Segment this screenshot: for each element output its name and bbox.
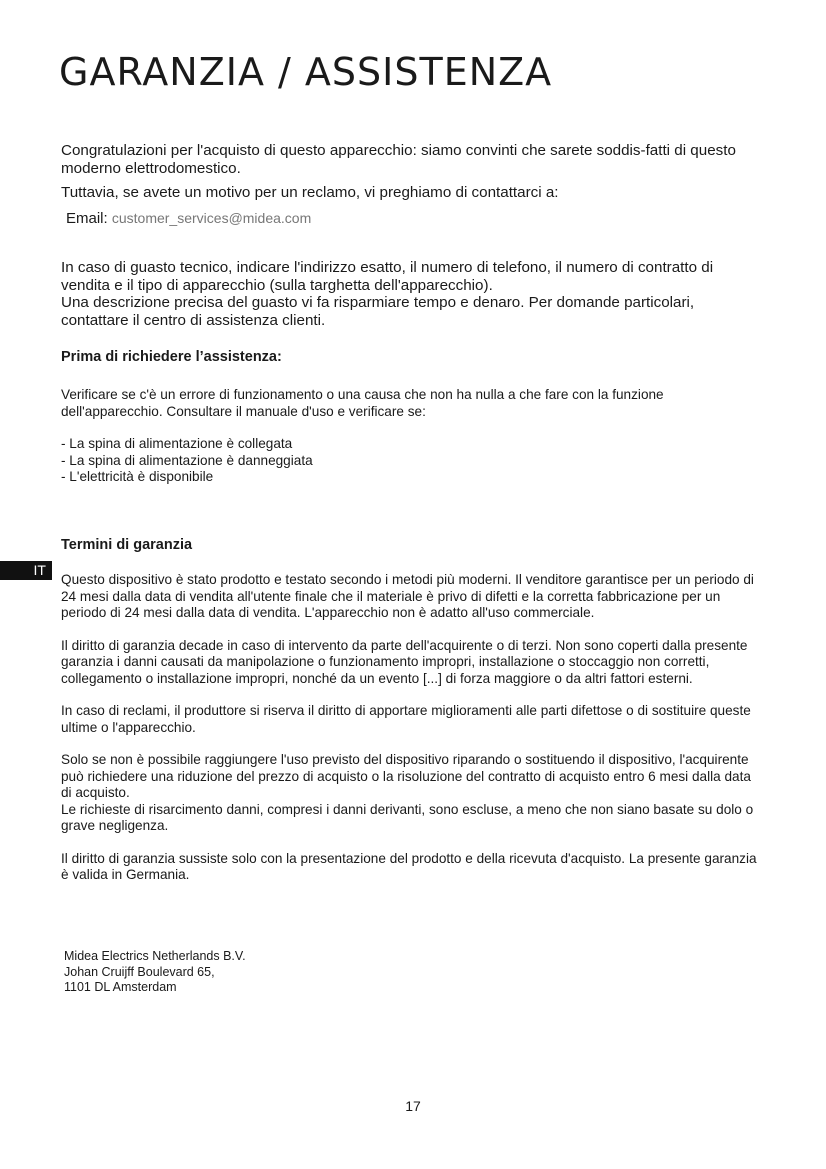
warranty-paragraph: Questo dispositivo è stato prodotto e testato secondo i metodi più moderni. Il venditore garantisce per un periodo di 24 mesi dalla data di vendita all'utente finale che il materiale è privo di difetti e la corretta fabbricazione per un periodo di 24 mesi dalla data di vendita. L'apparecchio non è adatto all'uso commerciale.: [61, 572, 754, 620]
warranty-heading: Termini di garanzia: [61, 537, 193, 553]
address-line: Johan Cruijff Boulevard 65,: [64, 964, 215, 979]
warranty-paragraph: Il diritto di garanzia decade in caso di intervento da parte dell'acquirente o di terzi. Non sono coperti dalla presente garanzia i danni causati da manipolazione o funzionamento impropri, installazione o stoccaggio non corretti, collegamento o installazione impropri, nonché da un evento [...] di forza maggiore o da altri fattori esterni.: [61, 637, 748, 686]
email-label: Email:: [66, 210, 108, 227]
before-service-section: [61, 387, 761, 486]
check-item: - La spina di alimentazione è collegata: [61, 436, 293, 451]
warranty-section: [61, 572, 761, 900]
warranty-paragraph: Solo se non è possibile raggiungere l'uso previsto del dispositivo riparando o sostituendo il dispositivo, l'acquirente può richiedere una riduzione del prezzo di acquisto o la risoluzione del contratto di acquisto entro 6 mesi dalla data di acquisto.: [61, 752, 751, 800]
intro-section: [61, 142, 761, 208]
repair-info-section: [61, 259, 761, 329]
address-line: 1101 DL Amsterdam: [64, 980, 177, 994]
company-address: [64, 949, 246, 996]
check-item: - La spina di alimentazione è danneggiata: [61, 452, 313, 468]
before-service-intro: Verificare se c'è un errore di funzionamento o una causa che non ha nulla a che fare con la funzione dell'apparecchio. Consultare il manuale d'uso e verificare se:: [61, 387, 664, 419]
before-service-heading: Prima di richiedere l’assistenza:: [61, 349, 282, 365]
repair-description-paragraph: Una descrizione precisa del guasto vi fa risparmiare tempo e denaro. Per domande particolari, contattare il centro di assistenza clienti.: [61, 294, 695, 329]
email-line: [66, 210, 311, 227]
repair-paragraph: In caso di guasto tecnico, indicare l'indirizzo esatto, il numero di telefono, il numero di contratto di vendita e il tipo di apparecchio (sulla targhetta dell'apparecchio).: [61, 259, 714, 294]
language-tab: IT: [0, 561, 52, 580]
email-address[interactable]: customer_services@midea.com: [111, 210, 312, 226]
warranty-paragraph: Le richieste di risarcimento danni, compresi i danni derivanti, sono escluse, a meno che non siano basate su dolo o grave negligenza.: [61, 801, 754, 833]
warranty-paragraph: Il diritto di garanzia sussiste solo con la presentazione del prodotto e della ricevuta d'acquisto. La presente garanzia è valida in Germania.: [61, 850, 757, 882]
check-list: [61, 436, 761, 486]
warranty-paragraph: In caso di reclami, il produttore si riserva il diritto di apportare miglioramenti alle parti difettose o di sostituire queste ultime o l'apparecchio.: [61, 703, 751, 735]
check-item: - L'elettricità è disponibile: [61, 469, 214, 484]
address-line: Midea Electrics Netherlands B.V.: [64, 949, 246, 963]
complaint-paragraph: Tuttavia, se avete un motivo per un reclamo, vi preghiamo di contattarci a:: [61, 184, 559, 201]
intro-paragraph: Congratulazioni per l'acquisto di questo apparecchio: siamo convinti che sarete soddis-fatti di questo moderno elettrodomestico.: [61, 142, 736, 177]
page-title: GARANZIA / ASSISTENZA: [59, 50, 553, 94]
page-number: 17: [405, 1098, 421, 1114]
